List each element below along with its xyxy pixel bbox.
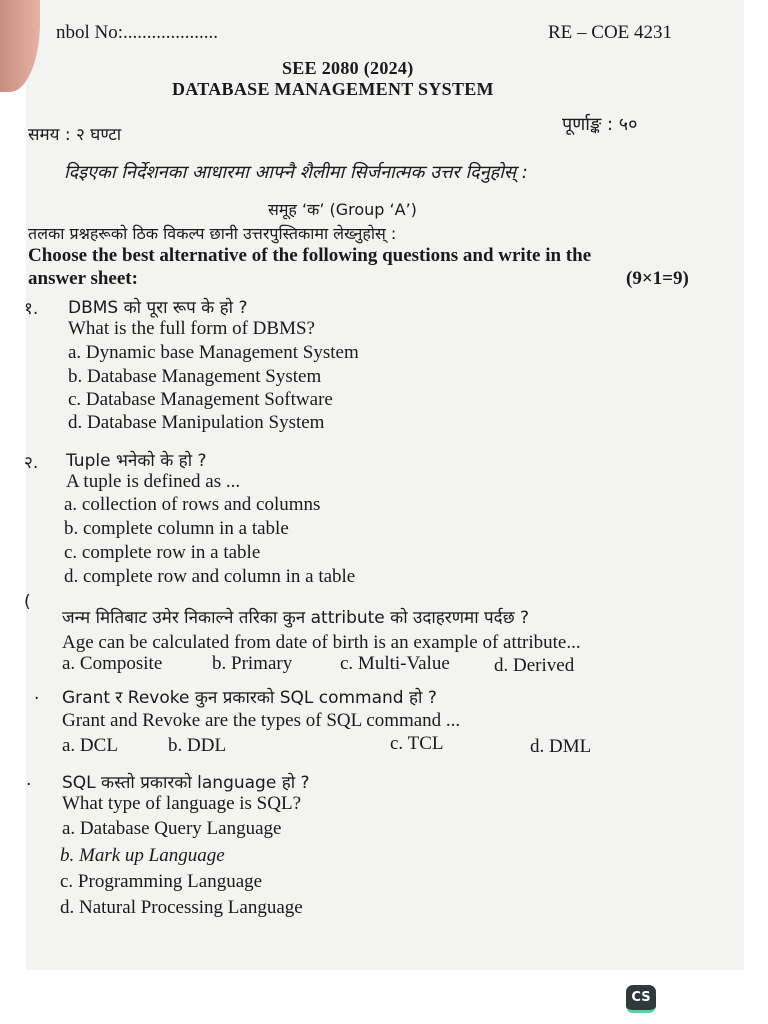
- option-a: a. DCL: [62, 735, 118, 756]
- question-english: Age can be calculated from date of birth is an example of attribute...: [62, 632, 581, 653]
- option-b: b. Mark up Language: [60, 845, 225, 866]
- camscanner-logo-icon: [626, 985, 656, 1013]
- group-instruction-nepali: तलका प्रश्नहरूको ठिक विकल्प छानी उत्तरपुस्तिकामा लेख्नुहोस् :: [28, 224, 397, 243]
- option-a: a. Dynamic base Management System: [68, 342, 359, 363]
- question-nepali: DBMS को पूरा रूप के हो ?: [68, 298, 248, 318]
- option-d: d. DML: [530, 736, 592, 757]
- question-number: १.: [24, 299, 39, 319]
- question-english: What type of language is SQL?: [62, 793, 302, 814]
- option-b: b. Primary: [212, 653, 293, 674]
- question-nepali: SQL कस्तो प्रकारको language हो ?: [62, 773, 310, 793]
- group-label: समूह ‘क’ (Group ‘A’): [268, 200, 417, 219]
- option-c: c. Database Management Software: [68, 389, 333, 410]
- question-number: (: [24, 592, 31, 612]
- full-marks: पूर्णाङ्क : ५०: [562, 114, 638, 135]
- option-c: c. complete row in a table: [64, 542, 261, 563]
- option-d: d. Natural Processing Language: [60, 897, 303, 918]
- option-a: a. Composite: [62, 653, 163, 674]
- question-english: What is the full form of DBMS?: [68, 318, 315, 339]
- option-b: b. Database Management System: [68, 366, 322, 387]
- group-instruction-english-line2: answer sheet:: [28, 268, 138, 289]
- time-label: समय : २ घण्टा: [28, 125, 122, 145]
- option-b: b. complete column in a table: [64, 518, 289, 539]
- question-nepali: Tuple भनेको के हो ?: [66, 451, 207, 471]
- group-instruction-english-line1: Choose the best alternative of the following questions and write in the: [28, 245, 592, 266]
- group-marks: (9×1=9): [626, 268, 689, 289]
- option-c: c. Multi-Value: [340, 653, 450, 674]
- question-nepali: जन्म मितिबाट उमेर निकाल्ने तरिका कुन attribute को उदाहरणमा पर्दछ ?: [62, 608, 530, 628]
- option-b: b. DDL: [168, 735, 227, 756]
- option-d: d. complete row and column in a table: [64, 566, 356, 587]
- camscanner-logo-text: CS: [631, 990, 651, 1005]
- question-english: Grant and Revoke are the types of SQL command ...: [62, 710, 461, 731]
- option-c: c. TCL: [390, 733, 444, 754]
- instruction-nepali: दिइएका निर्देशनका आधारमा आफ्नै शैलीमा सिर्जनात्मक उत्तर दिनुहोस् :: [64, 162, 528, 183]
- question-nepali: Grant र Revoke कुन प्रकारको SQL command हो ?: [62, 688, 437, 708]
- option-a: a. collection of rows and columns: [64, 494, 321, 515]
- option-d: d. Derived: [494, 655, 575, 676]
- subject-title: DATABASE MANAGEMENT SYSTEM: [172, 79, 494, 99]
- option-d: d. Database Manipulation System: [68, 412, 325, 433]
- symbol-number-label: nbol No:....................: [56, 22, 219, 43]
- option-c: c. Programming Language: [60, 871, 263, 892]
- question-english: A tuple is defined as ...: [66, 471, 241, 492]
- question-number: .: [34, 684, 40, 704]
- option-a: a. Database Query Language: [62, 818, 282, 839]
- question-number: २.: [24, 453, 39, 473]
- exam-title: SEE 2080 (2024): [282, 58, 414, 78]
- course-code: RE – COE 4231: [548, 22, 673, 43]
- question-number: .: [26, 770, 32, 790]
